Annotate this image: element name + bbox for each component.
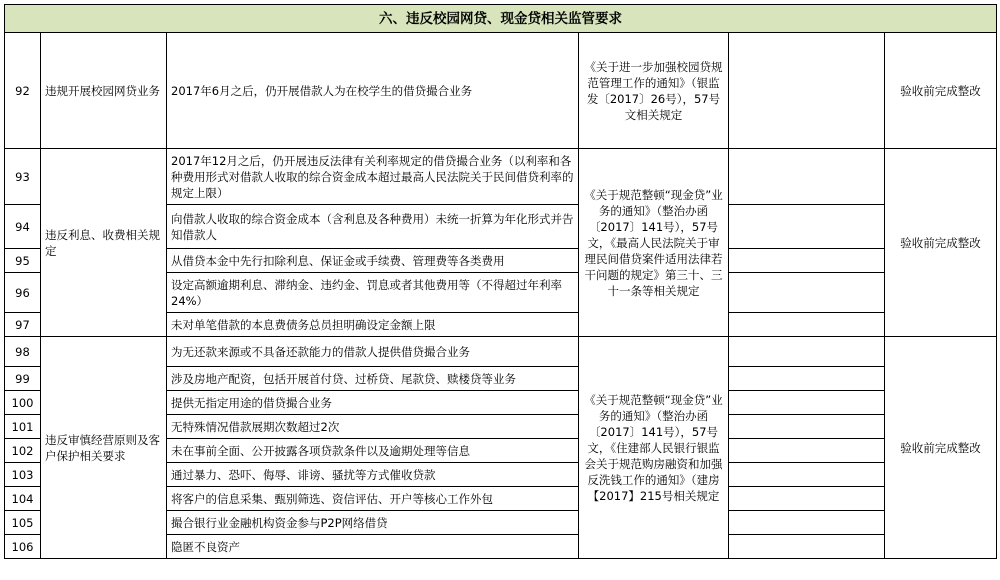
blank-cell — [729, 439, 885, 463]
regulation-cell: 《关于规范整顿“现金贷”业务的通知》（整治办函〔2017〕141号），57号文，《住建部人民银行银监会关于规范购房融资和加强反洗钱工作的通知》（建房【2017】215号相关规定 — [579, 337, 729, 559]
regulation-table — [4, 4, 997, 559]
row-number: 93 — [5, 149, 41, 205]
action-cell: 验收前完成整改 — [885, 337, 997, 559]
blank-cell — [729, 463, 885, 487]
content-cell: 撮合银行业金融机构资金参与P2P网络借贷 — [167, 511, 579, 535]
content-cell: 将客户的信息采集、甄别筛选、资信评估、开户等核心工作外包 — [167, 487, 579, 511]
row-number: 106 — [5, 535, 41, 559]
blank-cell — [729, 149, 885, 205]
row-number: 95 — [5, 249, 41, 273]
row-number: 104 — [5, 487, 41, 511]
content-cell: 涉及房地产配资，包括开展首付贷、过桥贷、尾款贷、赎楼贷等业务 — [167, 367, 579, 391]
row-number: 99 — [5, 367, 41, 391]
row-number: 96 — [5, 273, 41, 313]
blank-cell — [729, 33, 885, 149]
content-cell: 未在事前全面、公开披露各项贷款条件以及逾期处理等信息 — [167, 439, 579, 463]
row-number: 105 — [5, 511, 41, 535]
content-cell: 从借贷本金中先行扣除利息、保证金或手续费、管理费等各类费用 — [167, 249, 579, 273]
content-cell: 无特殊情况借款展期次数超过2次 — [167, 415, 579, 439]
category-cell: 违反利息、收费相关规定 — [41, 149, 167, 337]
category-cell: 违反审慎经营原则及客户保护相关要求 — [41, 337, 167, 559]
row-number: 100 — [5, 391, 41, 415]
blank-cell — [729, 367, 885, 391]
row-number: 92 — [5, 33, 41, 149]
row-number: 94 — [5, 205, 41, 249]
row-number: 103 — [5, 463, 41, 487]
blank-cell — [729, 535, 885, 559]
content-cell: 提供无指定用途的借贷撮合业务 — [167, 391, 579, 415]
blank-cell — [729, 487, 885, 511]
content-cell: 2017年12月之后，仍开展违反法律有关利率规定的借贷撮合业务（以利率和各种费用形式对借款人收取的综合资金成本超过最高人民法院关于民间借贷利率的规定上限） — [167, 149, 579, 205]
category-cell: 违规开展校园网贷业务 — [41, 33, 167, 149]
content-cell: 未对单笔借款的本息费债务总员担明确设定金额上限 — [167, 313, 579, 337]
row-number: 101 — [5, 415, 41, 439]
content-cell: 通过暴力、恐吓、侮辱、诽谤、骚扰等方式催收贷款 — [167, 463, 579, 487]
regulation-cell: 《关于进一步加强校园贷规范管理工作的通知》（银监发〔2017〕26号），57号文相关规定 — [579, 33, 729, 149]
blank-cell — [729, 205, 885, 249]
content-cell: 2017年6月之后，仍开展借款人为在校学生的借贷撮合业务 — [167, 33, 579, 149]
table-title: 六、违反校园网贷、现金贷相关监管要求 — [5, 5, 997, 33]
row-number: 98 — [5, 337, 41, 367]
action-cell: 验收前完成整改 — [885, 149, 997, 337]
blank-cell — [729, 415, 885, 439]
row-number: 102 — [5, 439, 41, 463]
blank-cell — [729, 337, 885, 367]
blank-cell — [729, 511, 885, 535]
content-cell: 隐匿不良资产 — [167, 535, 579, 559]
blank-cell — [729, 273, 885, 313]
blank-cell — [729, 313, 885, 337]
blank-cell — [729, 249, 885, 273]
action-cell: 验收前完成整改 — [885, 33, 997, 149]
content-cell: 为无还款来源或不具备还款能力的借款人提供借贷撮合业务 — [167, 337, 579, 367]
row-number: 97 — [5, 313, 41, 337]
content-cell: 向借款人收取的综合资金成本（含利息及各种费用）未统一折算为年化形式并告知借款人 — [167, 205, 579, 249]
content-cell: 设定高额逾期利息、滞纳金、违约金、罚息或者其他费用等（不得超过年利率24%） — [167, 273, 579, 313]
blank-cell — [729, 391, 885, 415]
regulation-cell: 《关于规范整顿“现金贷”业务的通知》（整治办函〔2017〕141号），57号文，《最高人民法院关于审理民间借贷案件适用法律若干问题的规定》第三十、三十一条等相关规定 — [579, 149, 729, 337]
